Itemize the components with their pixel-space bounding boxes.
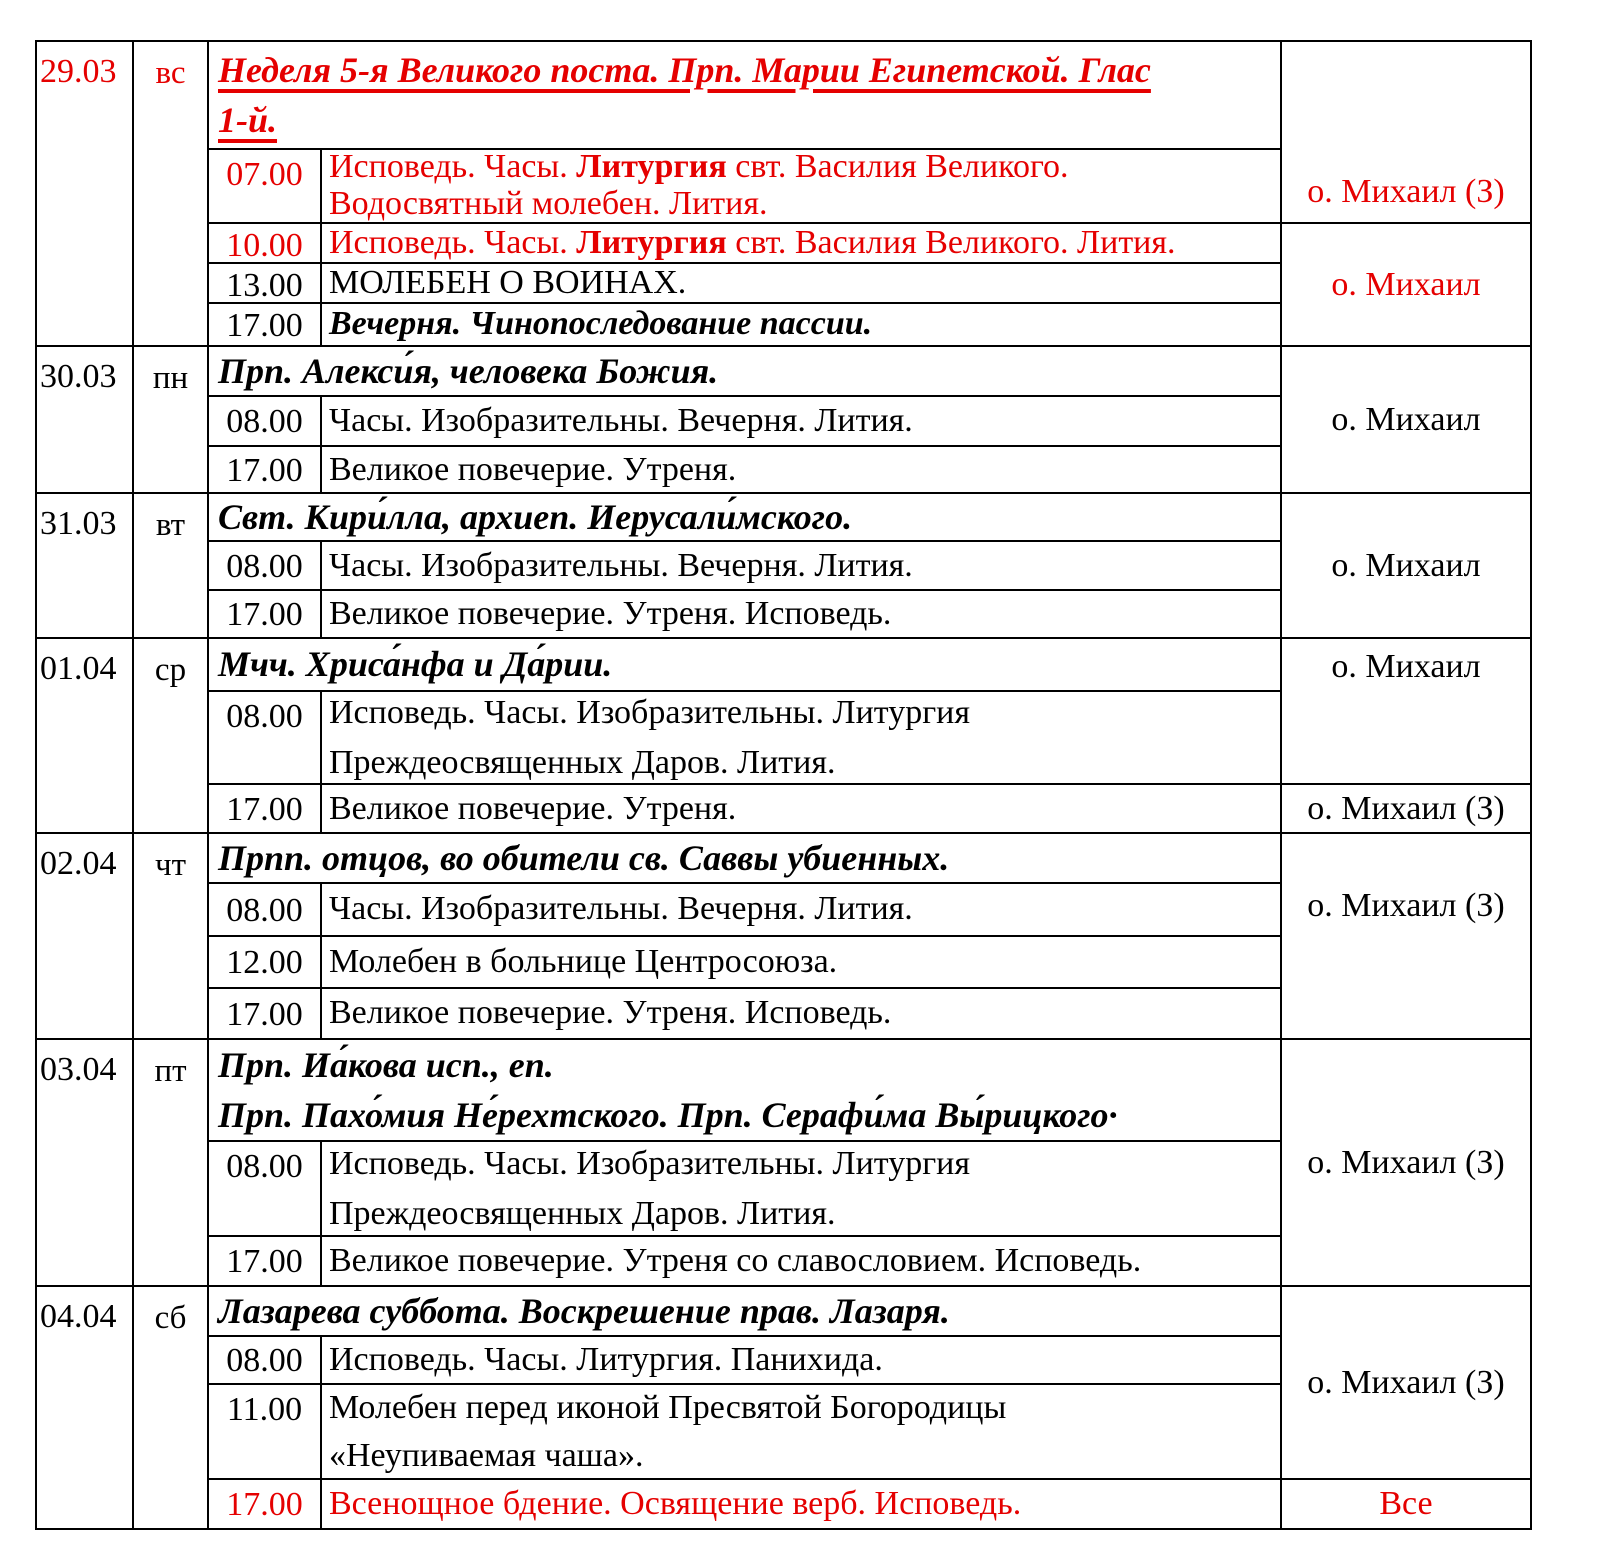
service-text-segment: Вечерня. Чинопоследование пассии. xyxy=(329,305,873,343)
service-text-segment: Часы. Изобразительны. Вечерня. Лития. xyxy=(329,546,913,584)
weekday-cell: пт xyxy=(134,1040,209,1287)
priest-cell: о. Михаил (З) xyxy=(1282,834,1532,1040)
service-description-text xyxy=(329,594,891,633)
service-text-segment: «Неупиваемая чаша». xyxy=(329,1436,644,1474)
priest-cell: о. Михаил (З) xyxy=(1282,42,1532,224)
feast-title-text xyxy=(218,1040,1118,1140)
service-description xyxy=(322,304,1282,347)
service-description xyxy=(322,224,1282,264)
service-text-segment: Молебен в больнице Центросоюза. xyxy=(329,942,838,980)
service-description-text xyxy=(329,265,686,302)
feast-title xyxy=(209,42,1282,150)
weekday-cell: пн xyxy=(134,347,209,494)
service-description xyxy=(322,397,1282,447)
feast-title-text xyxy=(218,834,949,883)
weekday-cell: сб xyxy=(134,1287,209,1530)
priest-cell: о. Михаил xyxy=(1282,347,1532,494)
feast-title-line: Мчч. Хриса́нфа и Да́рии. xyxy=(218,644,613,685)
service-text-segment: МОЛЕБЕН О ВОИНАХ. xyxy=(329,264,687,301)
service-description xyxy=(322,1237,1282,1287)
service-time: 17.00 xyxy=(209,591,322,639)
service-description xyxy=(322,447,1282,494)
date-cell: 29.03 xyxy=(37,42,134,347)
weekday-cell: ср xyxy=(134,639,209,834)
service-text-segment: Литургия xyxy=(576,150,727,186)
service-description-text xyxy=(329,889,913,930)
service-description xyxy=(322,1480,1282,1530)
service-text-segment: Всенощное бдение. Освящение верб. Исповедь. xyxy=(329,1485,1022,1523)
feast-title-text xyxy=(218,639,612,689)
weekday-cell: вс xyxy=(134,42,209,347)
feast-title-line: Неделя 5-я Великого поста. Прп. Марии Египетской. Глас xyxy=(218,49,1151,90)
service-time: 12.00 xyxy=(209,937,322,989)
service-description xyxy=(322,989,1282,1040)
feast-title-line: Прп. Иа́кова исп., еп. xyxy=(218,1044,554,1085)
service-time: 17.00 xyxy=(209,447,322,494)
feast-title-line: Прп. Пахо́мия Не́рехтского. Прп. Серафи́ма Вы́рицкого· xyxy=(218,1095,1118,1135)
service-description xyxy=(322,591,1282,639)
feast-title xyxy=(209,494,1282,542)
priest-cell: Все xyxy=(1282,1480,1532,1530)
service-text-segment: Великое повечерие. Утреня. Исповедь. xyxy=(329,994,892,1032)
service-time: 13.00 xyxy=(209,264,322,304)
service-text-segment: Исповедь. Часы. xyxy=(329,150,577,186)
service-time: 08.00 xyxy=(209,884,322,937)
date-cell: 02.04 xyxy=(37,834,134,1040)
feast-title xyxy=(209,834,1282,884)
feast-title xyxy=(209,1040,1282,1142)
priest-cell: о. Михаил (З) xyxy=(1282,1040,1532,1287)
service-text-segment: Часы. Изобразительны. Вечерня. Лития. xyxy=(329,402,913,440)
service-time: 17.00 xyxy=(209,1480,322,1530)
feast-title xyxy=(209,347,1282,397)
service-time: 08.00 xyxy=(209,397,322,447)
service-text-segment: Исповедь. Часы. xyxy=(329,224,577,261)
service-time: 08.00 xyxy=(209,1337,322,1385)
weekday-cell: вт xyxy=(134,494,209,639)
date-cell: 01.04 xyxy=(37,639,134,834)
service-description xyxy=(322,1385,1282,1480)
service-description xyxy=(322,1142,1282,1237)
service-description-text xyxy=(329,225,1176,262)
service-description xyxy=(322,264,1282,304)
service-time: 10.00 xyxy=(209,224,322,264)
service-description-text xyxy=(329,1385,1006,1479)
feast-title-line: Прп. Алекси́я, человека Божия. xyxy=(218,350,719,391)
service-time: 17.00 xyxy=(209,1237,322,1287)
date-cell: 31.03 xyxy=(37,494,134,639)
service-description xyxy=(322,692,1282,785)
service-text-segment: Великое повечерие. Утреня. Исповедь. xyxy=(329,595,892,633)
service-description-text xyxy=(329,150,1069,223)
service-text-segment: Литургия xyxy=(576,224,727,261)
service-text-segment: Преждеосвященных Даров. Лития. xyxy=(329,743,836,781)
service-description-text xyxy=(329,1337,883,1384)
service-time: 17.00 xyxy=(209,304,322,347)
service-description-text xyxy=(329,785,736,833)
feast-title-line: Прпп. отцов, во обители св. Саввы убиенных. xyxy=(218,837,950,878)
feast-title-line: Лазарева суббота. Воскрешение прав. Лазаря. xyxy=(218,1290,950,1331)
service-description-text xyxy=(329,546,913,585)
service-time: 11.00 xyxy=(209,1385,322,1480)
feast-title-text xyxy=(218,1287,950,1336)
feast-title-line: Свт. Кири́лла, архиеп. Иерусали́мского. xyxy=(218,496,853,537)
service-description xyxy=(322,785,1282,834)
service-description-text xyxy=(329,401,913,440)
service-text-segment: Молебен перед иконой Пресвятой Богородицы xyxy=(329,1388,1007,1426)
service-description-text xyxy=(329,692,970,785)
feast-title-text xyxy=(218,347,718,396)
feast-title-text xyxy=(218,494,852,542)
date-cell: 03.04 xyxy=(37,1040,134,1287)
service-text-segment: Исповедь. Часы. Изобразительны. Литургия xyxy=(329,694,970,732)
service-text-segment: Исповедь. Часы. Литургия. Панихида. xyxy=(329,1341,883,1379)
priest-cell: о. Михаил xyxy=(1282,494,1532,639)
priest-cell: о. Михаил xyxy=(1282,639,1532,785)
service-description-text xyxy=(329,1142,970,1237)
service-text-segment: Исповедь. Часы. Изобразительны. Литургия xyxy=(329,1145,970,1183)
feast-title xyxy=(209,1287,1282,1337)
schedule-table xyxy=(35,40,1532,1530)
service-text-segment: Часы. Изобразительны. Вечерня. Лития. xyxy=(329,890,913,928)
service-text-segment: Преждеосвященных Даров. Лития. xyxy=(329,1194,836,1232)
service-text-segment: Великое повечерие. Утреня со славословием. Исповедь. xyxy=(329,1242,1142,1280)
service-text-segment: Водосвятный молебен. Лития. xyxy=(329,185,768,222)
service-time: 17.00 xyxy=(209,785,322,834)
service-description xyxy=(322,150,1282,224)
service-text-segment: Великое повечерие. Утреня. xyxy=(329,789,737,827)
service-description-text xyxy=(329,993,891,1034)
service-time: 08.00 xyxy=(209,1142,322,1237)
service-description-text xyxy=(329,1480,1021,1528)
service-time: 07.00 xyxy=(209,150,322,224)
feast-title-line: 1-й. xyxy=(218,100,278,140)
service-description-text xyxy=(329,450,736,489)
service-description xyxy=(322,884,1282,937)
date-cell: 30.03 xyxy=(37,347,134,494)
priest-cell: о. Михаил (З) xyxy=(1282,785,1532,834)
priest-cell: о. Михаил (З) xyxy=(1282,1287,1532,1480)
weekday-cell: чт xyxy=(134,834,209,1040)
priest-cell: о. Михаил xyxy=(1282,224,1532,347)
service-description xyxy=(322,542,1282,591)
service-text-segment: свт. Василия Великого. xyxy=(726,150,1069,186)
service-description xyxy=(322,937,1282,989)
service-text-segment: Великое повечерие. Утреня. xyxy=(329,450,737,488)
service-description-text xyxy=(329,942,837,983)
service-time: 08.00 xyxy=(209,692,322,785)
service-description-text xyxy=(329,306,872,343)
service-description xyxy=(322,1337,1282,1385)
service-text-segment: свт. Василия Великого. Лития. xyxy=(726,224,1176,261)
service-description-text xyxy=(329,1237,1141,1286)
service-time: 08.00 xyxy=(209,542,322,591)
date-cell: 04.04 xyxy=(37,1287,134,1530)
service-time: 17.00 xyxy=(209,989,322,1040)
feast-title xyxy=(209,639,1282,692)
feast-title-text xyxy=(218,45,1151,146)
